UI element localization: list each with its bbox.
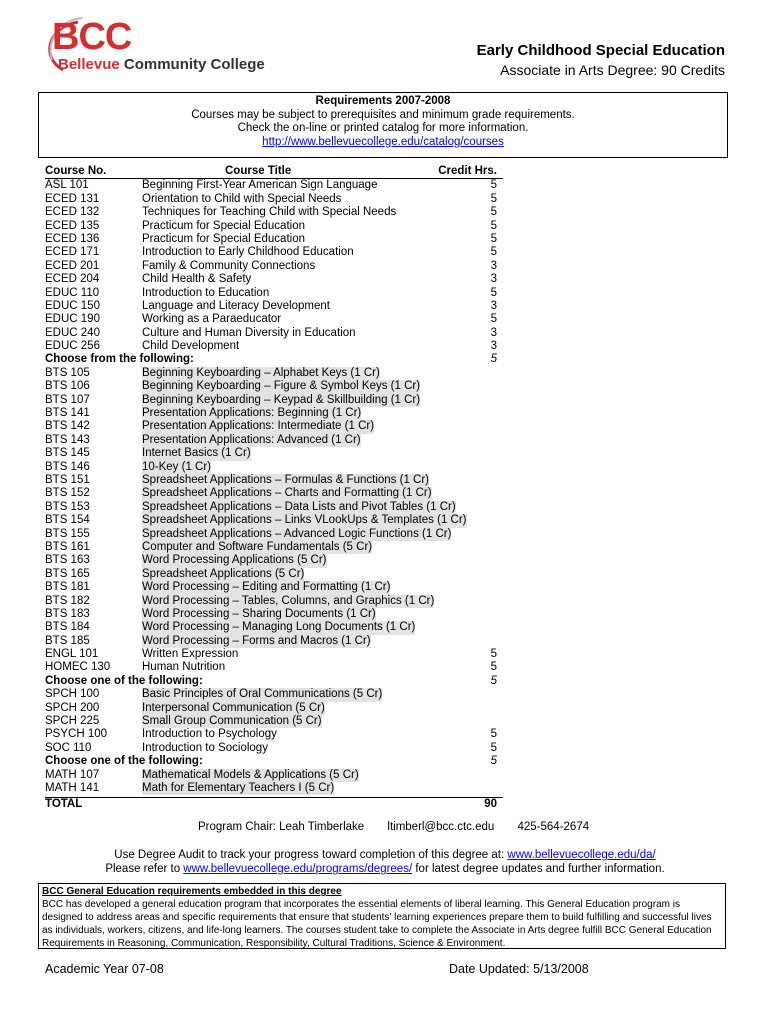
credit-hrs: 5 xyxy=(490,755,497,768)
course-title: Internet Basics (1 Cr) xyxy=(142,447,251,460)
course-title: Word Processing – Editing and Formatting (1 Cr) xyxy=(142,581,391,594)
course-no: SPCH 200 xyxy=(45,701,100,714)
header-course-title: Course Title xyxy=(225,165,292,177)
course-row xyxy=(45,742,503,755)
course-row xyxy=(45,688,503,701)
course-row xyxy=(45,193,503,206)
credit-hrs: 5 xyxy=(490,674,497,687)
course-row xyxy=(45,621,503,634)
course-row xyxy=(45,220,503,233)
header-course-no: Course No. xyxy=(45,165,107,177)
course-no: BTS 183 xyxy=(45,607,90,620)
course-no: BTS 145 xyxy=(45,447,90,460)
course-no: ECED 171 xyxy=(45,246,100,259)
course-row xyxy=(45,233,503,246)
course-no: BTS 151 xyxy=(45,473,90,486)
chair-phone: 425-564-2674 xyxy=(517,821,590,833)
course-row xyxy=(45,260,503,273)
credit-hrs: 5 xyxy=(490,313,497,326)
course-title: Presentation Applications: Beginning (1 Cr) xyxy=(142,407,362,420)
course-row xyxy=(45,434,503,447)
course-title: Practicum for Special Education xyxy=(142,232,305,245)
course-title: Computer and Software Fundamentals (5 Cr) xyxy=(142,540,373,553)
course-title: Working as a Paraeducator xyxy=(142,313,282,326)
catalog-link[interactable]: http://www.bellevuecollege.edu/catalog/courses xyxy=(262,135,504,148)
course-title: Spreadsheet Applications – Formulas & Functions (1 Cr) xyxy=(142,473,429,486)
course-row xyxy=(45,447,503,460)
course-row xyxy=(45,635,503,648)
course-title: Beginning Keyboarding – Figure & Symbol Keys (1 Cr) xyxy=(142,380,421,393)
course-title: Spreadsheet Applications – Data Lists and Pivot Tables (1 Cr) xyxy=(142,500,456,513)
course-row xyxy=(45,327,503,340)
requirements-line2: Check the on-line or printed catalog for more information. xyxy=(237,122,529,134)
course-row xyxy=(45,313,503,326)
academic-year: Academic Year 07-08 xyxy=(45,962,164,976)
course-no: BTS 105 xyxy=(45,366,90,379)
course-no: BTS 153 xyxy=(45,500,90,513)
gen-ed-body: BCC has developed a general education program that incorporates the essential elements of liberal learning. This General Education program is designed to address areas and specific requirements that ensure that students' learning experiences prepare them to build fulfilling and successful lives as individuals, workers, citizens, and life-long learners. The courses student take to complete the Associate in Arts degree fulfill BCC General Education Requirements in Reasoning, Communication, Responsibility, Cultural Traditions, Science & Environment. xyxy=(42,899,712,949)
header-credit-hrs: Credit Hrs. xyxy=(438,165,497,177)
credit-hrs: 3 xyxy=(490,273,497,286)
course-title: Introduction to Sociology xyxy=(142,741,268,754)
course-title: Word Processing – Managing Long Documents (1 Cr) xyxy=(142,621,416,634)
credit-hrs: 3 xyxy=(490,340,497,353)
course-title: Spreadsheet Applications (5 Cr) xyxy=(142,567,305,580)
course-title: Culture and Human Diversity in Education xyxy=(142,326,356,339)
course-title: Interpersonal Communication (5 Cr) xyxy=(142,701,325,714)
total-row xyxy=(45,797,503,811)
chair-email[interactable]: ltimberl@bcc.ctc.edu xyxy=(387,821,495,833)
choose-label: Choose from the following: xyxy=(45,353,194,366)
credit-hrs: 5 xyxy=(490,353,497,366)
course-title: Child Health & Safety xyxy=(142,273,252,286)
course-row xyxy=(45,487,503,500)
course-row xyxy=(45,501,503,514)
course-no: ENGL 101 xyxy=(45,648,99,661)
course-no: ECED 132 xyxy=(45,206,100,219)
credit-hrs: 5 xyxy=(490,179,497,192)
credit-hrs: 5 xyxy=(490,728,497,741)
total-value: 90 xyxy=(484,798,497,811)
course-title: Introduction to Psychology xyxy=(142,728,277,741)
course-title: Family & Community Connections xyxy=(142,259,316,272)
choose-label: Choose one of the following: xyxy=(45,755,203,768)
course-no: BTS 152 xyxy=(45,487,90,500)
audit-line2-prefix: Please refer to xyxy=(105,863,184,875)
choose-group-row xyxy=(45,675,503,688)
course-row xyxy=(45,380,503,393)
course-row xyxy=(45,769,503,782)
course-no: ECED 135 xyxy=(45,219,100,232)
college-name-first: Bellevue xyxy=(58,56,120,73)
course-title: Math for Elementary Teachers I (5 Cr) xyxy=(142,781,335,794)
course-no: ECED 204 xyxy=(45,273,100,286)
course-no: EDUC 256 xyxy=(45,340,100,353)
course-no: SOC 110 xyxy=(45,741,92,754)
program-chair xyxy=(198,821,609,833)
course-row xyxy=(45,394,503,407)
course-no: BTS 163 xyxy=(45,554,90,567)
course-title: Word Processing – Tables, Columns, and Graphics (1 Cr) xyxy=(142,594,435,607)
course-row xyxy=(45,581,503,594)
course-title: Small Group Communication (5 Cr) xyxy=(142,715,322,728)
course-title: Presentation Applications: Advanced (1 Cr) xyxy=(142,433,361,446)
course-row xyxy=(45,340,503,353)
choose-label: Choose one of the following: xyxy=(45,674,203,687)
credit-hrs: 5 xyxy=(490,206,497,219)
credit-hrs: 5 xyxy=(490,661,497,674)
credit-hrs: 5 xyxy=(490,246,497,259)
course-no: EDUC 110 xyxy=(45,286,100,299)
audit-line1-text: Use Degree Audit to track your progress toward completion of this degree at: xyxy=(114,849,508,861)
course-row xyxy=(45,608,503,621)
course-row xyxy=(45,367,503,380)
course-row xyxy=(45,287,503,300)
course-title: Introduction to Education xyxy=(142,286,270,299)
program-title: Early Childhood Special Education xyxy=(476,42,725,59)
course-title: Human Nutrition xyxy=(142,661,226,674)
total-label: TOTAL xyxy=(45,798,83,811)
course-no: BTS 181 xyxy=(45,581,90,594)
course-title: Practicum for Special Education xyxy=(142,219,305,232)
credit-hrs: 3 xyxy=(490,259,497,272)
course-row xyxy=(45,554,503,567)
course-no: EDUC 190 xyxy=(45,313,100,326)
credit-hrs: 5 xyxy=(490,192,497,205)
course-title: Word Processing – Sharing Documents (1 Cr) xyxy=(142,607,376,620)
course-no: BTS 107 xyxy=(45,393,90,406)
course-no: BTS 184 xyxy=(45,621,90,634)
course-row xyxy=(45,474,503,487)
course-title: 10-Key (1 Cr) xyxy=(142,460,212,473)
course-table xyxy=(45,165,503,812)
course-row xyxy=(45,715,503,728)
credit-hrs: 3 xyxy=(490,326,497,339)
course-no: ECED 131 xyxy=(45,192,100,205)
course-title: Mathematical Models & Applications (5 Cr) xyxy=(142,768,359,781)
course-title: Spreadsheet Applications – Links VLookUps & Templates (1 Cr) xyxy=(142,514,467,527)
degree-audit xyxy=(0,848,770,876)
course-no: BTS 154 xyxy=(45,514,90,527)
course-title: Basic Principles of Oral Communications (5 Cr) xyxy=(142,688,383,701)
requirements-heading: Requirements 2007-2008 xyxy=(315,95,451,107)
course-row xyxy=(45,206,503,219)
course-title: Beginning Keyboarding – Alphabet Keys (1 Cr) xyxy=(142,366,380,379)
course-row xyxy=(45,595,503,608)
course-no: MATH 107 xyxy=(45,768,100,781)
course-title: Child Development xyxy=(142,340,240,353)
course-title: Written Expression xyxy=(142,648,239,661)
course-row xyxy=(45,568,503,581)
course-no: BTS 106 xyxy=(45,380,90,393)
course-row xyxy=(45,514,503,527)
course-no: BTS 165 xyxy=(45,567,90,580)
course-title: Orientation to Child with Special Needs xyxy=(142,192,342,205)
audit-line2-suffix: for latest degree updates and further information. xyxy=(412,863,665,875)
course-row xyxy=(45,528,503,541)
course-title: Word Processing Applications (5 Cr) xyxy=(142,554,327,567)
course-title: Beginning First-Year American Sign Language xyxy=(142,179,378,192)
course-title: Introduction to Early Childhood Education xyxy=(142,246,354,259)
course-no: SPCH 225 xyxy=(45,715,100,728)
course-no: ASL 101 xyxy=(45,179,89,192)
audit-line1 xyxy=(0,848,770,862)
credit-hrs: 5 xyxy=(490,286,497,299)
course-row xyxy=(45,541,503,554)
course-row xyxy=(45,782,503,795)
credit-hrs: 5 xyxy=(490,232,497,245)
choose-group-row xyxy=(45,353,503,366)
course-no: EDUC 240 xyxy=(45,326,100,339)
course-title: Word Processing – Forms and Macros (1 Cr) xyxy=(142,634,371,647)
course-no: BTS 185 xyxy=(45,634,90,647)
course-title: Techniques for Teaching Child with Special Needs xyxy=(142,206,397,219)
credit-hrs: 3 xyxy=(490,299,497,312)
course-no: BTS 146 xyxy=(45,460,90,473)
course-title: Language and Literacy Development xyxy=(142,299,330,312)
course-no: HOMEC 130 xyxy=(45,661,111,674)
course-no: SPCH 100 xyxy=(45,688,100,701)
college-name-rest: Community College xyxy=(123,56,265,73)
course-row xyxy=(45,702,503,715)
course-no: ECED 201 xyxy=(45,259,100,272)
course-row xyxy=(45,461,503,474)
course-no: BTS 155 xyxy=(45,527,90,540)
course-no: PSYCH 100 xyxy=(45,728,108,741)
credit-hrs: 5 xyxy=(490,741,497,754)
audit-line2 xyxy=(0,862,770,876)
gen-ed-box xyxy=(38,883,726,949)
date-updated: Date Updated: 5/13/2008 xyxy=(449,962,589,976)
course-no: BTS 182 xyxy=(45,594,90,607)
degree-audit-link[interactable]: www.bellevuecollege.edu/da/ xyxy=(507,849,656,861)
course-row xyxy=(45,246,503,259)
course-no: ECED 136 xyxy=(45,232,100,245)
course-no: BTS 142 xyxy=(45,420,90,433)
course-title: Beginning Keyboarding – Keypad & Skillbuilding (1 Cr) xyxy=(142,393,421,406)
chair-name: Program Chair: Leah Timberlake xyxy=(198,821,365,833)
course-title: Presentation Applications: Intermediate (1 Cr) xyxy=(142,420,375,433)
degree-title: Associate in Arts Degree: 90 Credits xyxy=(500,62,725,78)
course-row xyxy=(45,420,503,433)
course-row xyxy=(45,300,503,313)
requirements-box xyxy=(38,92,728,158)
course-row xyxy=(45,179,503,192)
gen-ed-heading: BCC General Education requirements embedded in this degree xyxy=(42,886,342,897)
table-header xyxy=(45,165,503,179)
course-no: MATH 141 xyxy=(45,781,100,794)
course-no: BTS 141 xyxy=(45,407,90,420)
choose-group-row xyxy=(45,755,503,768)
college-name xyxy=(58,56,265,73)
credit-hrs: 5 xyxy=(490,219,497,232)
course-no: BTS 161 xyxy=(45,540,90,553)
course-title: Spreadsheet Applications – Advanced Logic Functions (1 Cr) xyxy=(142,527,452,540)
course-no: EDUC 150 xyxy=(45,299,100,312)
course-row xyxy=(45,648,503,661)
requirements-line1: Courses may be subject to prerequisites and minimum grade requirements. xyxy=(191,108,575,121)
course-row xyxy=(45,273,503,286)
course-row xyxy=(45,407,503,420)
course-row xyxy=(45,728,503,741)
course-row xyxy=(45,661,503,674)
course-no: BTS 143 xyxy=(45,433,90,446)
logo-abbr: BCC xyxy=(52,16,132,58)
degrees-link[interactable]: www.bellevuecollege.edu/programs/degrees/ xyxy=(183,863,413,875)
credit-hrs: 5 xyxy=(490,648,497,661)
course-title: Spreadsheet Applications – Charts and Formatting (1 Cr) xyxy=(142,487,432,500)
